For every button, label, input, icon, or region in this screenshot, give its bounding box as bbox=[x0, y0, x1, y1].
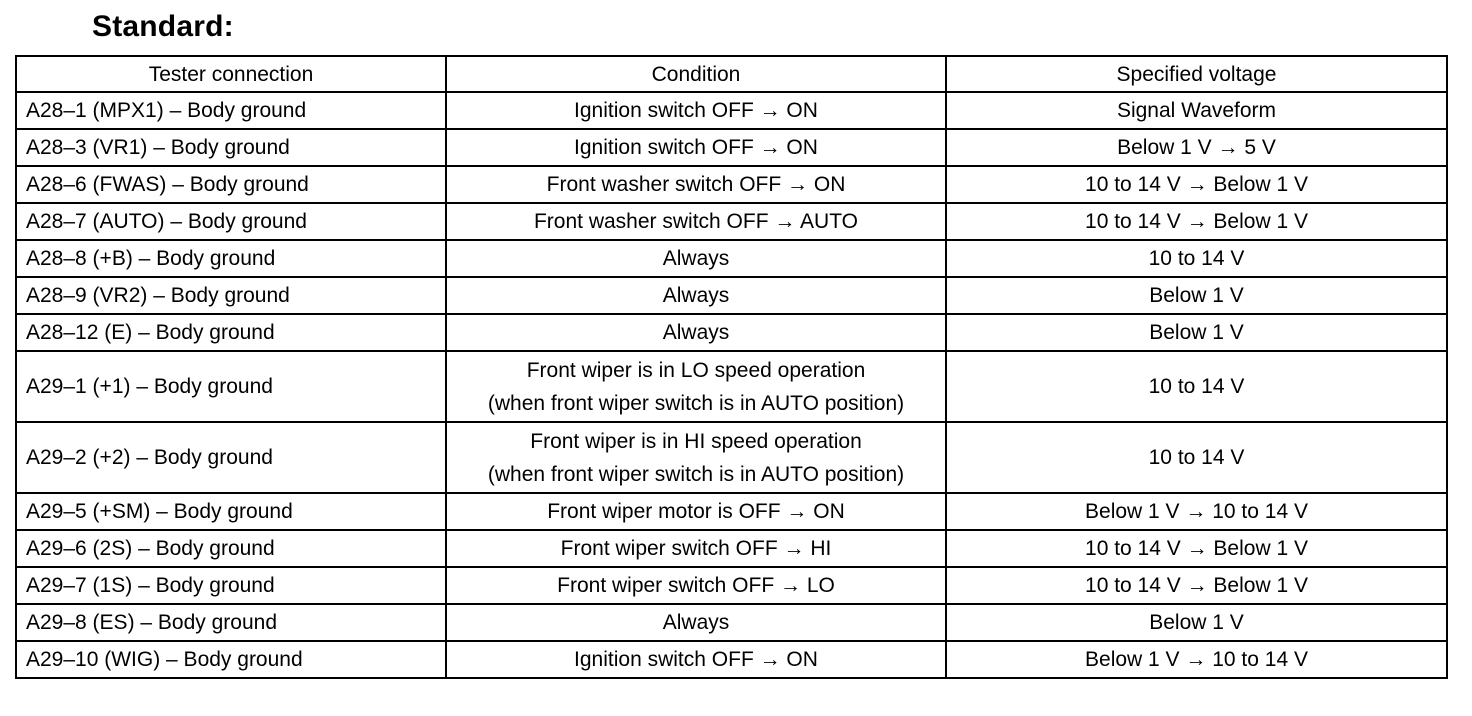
tester-connection-cell: A29–1 (+1) – Body ground bbox=[16, 351, 446, 422]
tester-connection-cell: A29–8 (ES) – Body ground bbox=[16, 604, 446, 641]
table-row bbox=[16, 277, 1447, 314]
standard-voltage-table bbox=[15, 55, 1448, 679]
condition-cell bbox=[446, 240, 946, 277]
header-specified-voltage: Specified voltage bbox=[946, 56, 1447, 92]
condition-text: Always bbox=[662, 247, 730, 270]
condition-cell bbox=[446, 129, 946, 166]
tester-connection-cell: A28–9 (VR2) – Body ground bbox=[16, 277, 446, 314]
condition-text: Front washer switch OFF → AUTO bbox=[533, 210, 858, 233]
specified-voltage-cell: Signal Waveform bbox=[946, 92, 1447, 129]
condition-text: Ignition switch OFF → ON bbox=[574, 99, 818, 122]
header-condition: Condition bbox=[446, 56, 946, 92]
tester-connection-cell: A28–1 (MPX1) – Body ground bbox=[16, 92, 446, 129]
specified-voltage-cell: Below 1 V → 10 to 14 V bbox=[946, 641, 1447, 678]
tester-connection-cell: A28–6 (FWAS) – Body ground bbox=[16, 166, 446, 203]
condition-note: (when front wiper switch is in AUTO position) bbox=[487, 391, 905, 415]
table-row bbox=[16, 314, 1447, 351]
condition-text: Front wiper switch OFF → LO bbox=[557, 574, 835, 597]
tester-connection-cell: A28–7 (AUTO) – Body ground bbox=[16, 203, 446, 240]
table-row bbox=[16, 240, 1447, 277]
specified-voltage-cell: 10 to 14 V bbox=[946, 422, 1447, 493]
condition-cell bbox=[446, 351, 946, 422]
table-row bbox=[16, 641, 1447, 678]
specified-voltage-cell: Below 1 V bbox=[946, 604, 1447, 641]
condition-cell bbox=[446, 314, 946, 351]
condition-cell bbox=[446, 422, 946, 493]
condition-cell bbox=[446, 493, 946, 530]
specified-voltage-cell: Below 1 V bbox=[946, 277, 1447, 314]
table-row bbox=[16, 493, 1447, 530]
condition-cell bbox=[446, 203, 946, 240]
table-row bbox=[16, 166, 1447, 203]
specified-voltage-cell: Below 1 V → 5 V bbox=[946, 129, 1447, 166]
table-row bbox=[16, 422, 1447, 493]
condition-text: Front wiper is in HI speed operation bbox=[530, 429, 862, 453]
tester-connection-cell: A28–12 (E) – Body ground bbox=[16, 314, 446, 351]
tester-connection-cell: A29–7 (1S) – Body ground bbox=[16, 567, 446, 604]
specified-voltage-cell: 10 to 14 V bbox=[946, 240, 1447, 277]
condition-text: Front wiper motor is OFF → ON bbox=[547, 500, 845, 523]
specified-voltage-cell: 10 to 14 V → Below 1 V bbox=[946, 567, 1447, 604]
condition-text: Always bbox=[662, 611, 730, 634]
specified-voltage-cell: Below 1 V bbox=[946, 314, 1447, 351]
specified-voltage-cell: 10 to 14 V → Below 1 V bbox=[946, 166, 1447, 203]
specified-voltage-cell: 10 to 14 V → Below 1 V bbox=[946, 203, 1447, 240]
page-title: Standard: bbox=[92, 10, 234, 43]
condition-cell bbox=[446, 277, 946, 314]
condition-cell bbox=[446, 641, 946, 678]
condition-note: (when front wiper switch is in AUTO position) bbox=[487, 462, 905, 486]
specified-voltage-cell: Below 1 V → 10 to 14 V bbox=[946, 493, 1447, 530]
condition-text: Front wiper switch OFF → HI bbox=[560, 537, 832, 560]
tester-connection-cell: A29–6 (2S) – Body ground bbox=[16, 530, 446, 567]
table-row bbox=[16, 604, 1447, 641]
tester-connection-cell: A29–10 (WIG) – Body ground bbox=[16, 641, 446, 678]
table-row bbox=[16, 567, 1447, 604]
condition-text: Always bbox=[662, 321, 730, 344]
table-header-row bbox=[16, 56, 1447, 92]
table-row bbox=[16, 129, 1447, 166]
table-row bbox=[16, 351, 1447, 422]
condition-text: Ignition switch OFF → ON bbox=[574, 648, 818, 671]
tester-connection-cell: A29–2 (+2) – Body ground bbox=[16, 422, 446, 493]
tester-connection-cell: A28–8 (+B) – Body ground bbox=[16, 240, 446, 277]
condition-cell bbox=[446, 567, 946, 604]
condition-text: Ignition switch OFF → ON bbox=[574, 136, 818, 159]
table-row bbox=[16, 92, 1447, 129]
table-row bbox=[16, 530, 1447, 567]
condition-text: Front wiper is in LO speed operation bbox=[526, 358, 866, 382]
tester-connection-cell: A29–5 (+SM) – Body ground bbox=[16, 493, 446, 530]
tester-connection-cell: A28–3 (VR1) – Body ground bbox=[16, 129, 446, 166]
header-tester-connection: Tester connection bbox=[16, 56, 446, 92]
specified-voltage-cell: 10 to 14 V bbox=[946, 351, 1447, 422]
condition-cell bbox=[446, 92, 946, 129]
condition-text: Front washer switch OFF → ON bbox=[546, 173, 846, 196]
condition-cell bbox=[446, 530, 946, 567]
table-row bbox=[16, 203, 1447, 240]
condition-cell bbox=[446, 166, 946, 203]
specified-voltage-cell: 10 to 14 V → Below 1 V bbox=[946, 530, 1447, 567]
condition-text: Always bbox=[662, 284, 730, 307]
condition-cell bbox=[446, 604, 946, 641]
